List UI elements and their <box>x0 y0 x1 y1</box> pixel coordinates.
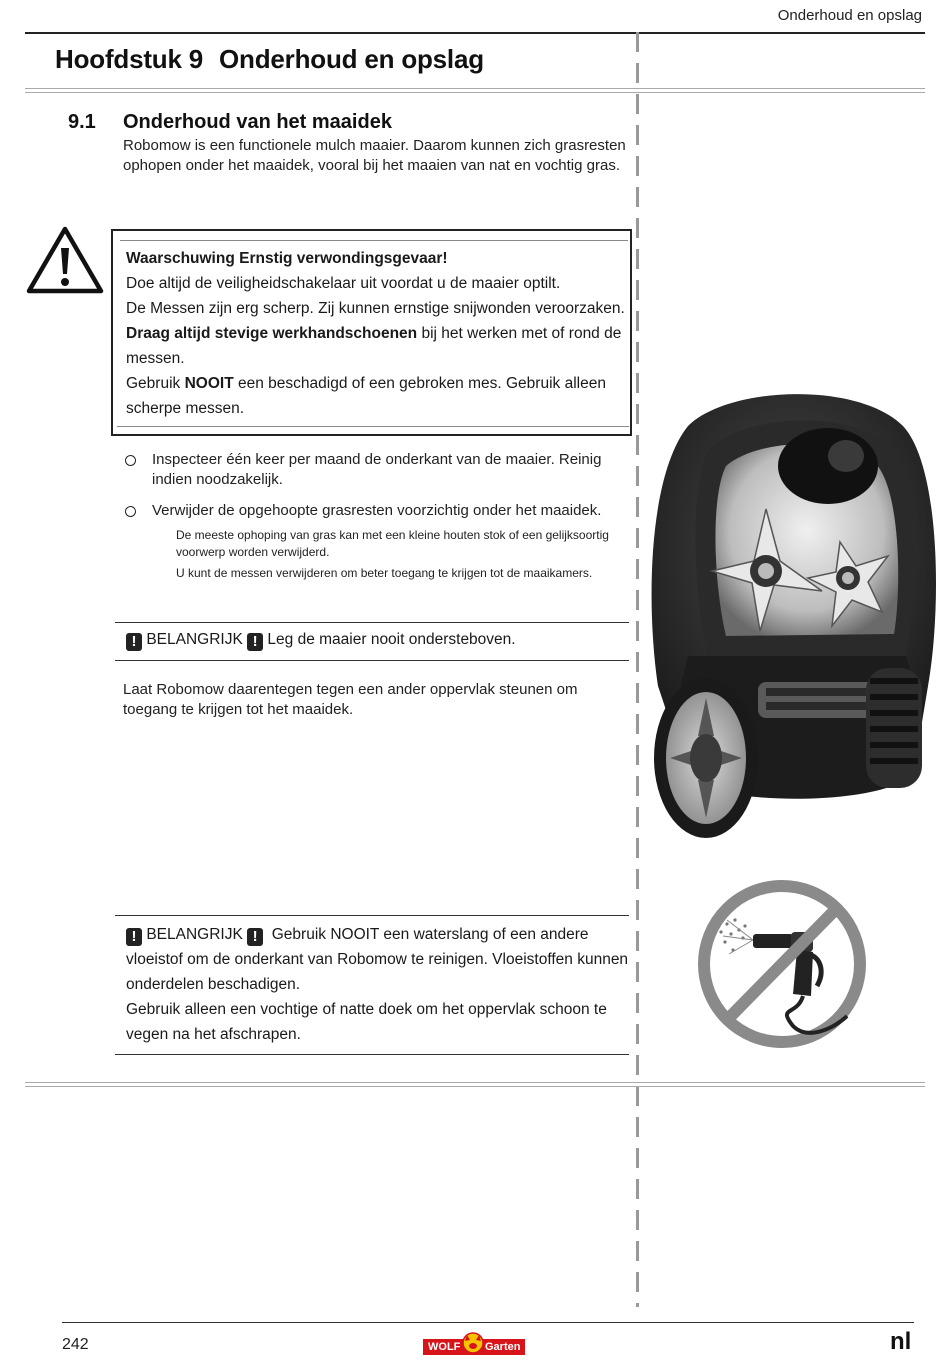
column-divider <box>636 32 639 1307</box>
intro-line: ophopen onder het maaidek, vooral bij het maaien van nat en vochtig gras. <box>123 157 620 174</box>
list-item <box>152 450 630 490</box>
warning-emphasis: NOOIT <box>184 375 234 392</box>
chapter-title <box>55 44 484 75</box>
exclamation-icon: ! <box>247 928 263 946</box>
warning-line: Doe altijd de veiligheidschakelaar uit voordat u de maaier optilt. <box>126 275 561 292</box>
mower-underside-illustration <box>648 386 944 844</box>
important-label: BELANGRIJK <box>146 631 243 648</box>
exclamation-icon: ! <box>126 928 142 946</box>
important-text: Gebruik NOOIT een waterslang of een andere <box>271 926 589 943</box>
warning-title: Waarschuwing Ernstig verwondingsgevaar! <box>126 250 448 267</box>
note-line: voorwerp worden verwijderd. <box>176 545 330 559</box>
note-text <box>176 527 631 582</box>
page-number: 242 <box>62 1336 89 1353</box>
section-intro <box>123 136 633 176</box>
note-line: De meeste ophoping van gras kan met een kleine houten stok of een gelijksoortig <box>176 528 609 542</box>
list-item-line: indien noodzakelijk. <box>152 471 283 488</box>
important-label: BELANGRIJK <box>146 926 243 943</box>
lean-instruction <box>123 680 628 720</box>
warning-line: messen. <box>126 350 185 367</box>
lean-line: Laat Robomow daarentegen tegen een ander oppervlak steunen om <box>123 681 578 698</box>
list-item-line: Verwijder de opgehoopte grasresten voorzichtig onder het maaidek. <box>152 502 602 519</box>
running-header: Onderhoud en opslag <box>777 7 922 24</box>
important-line: vegen na het afschrapen. <box>126 1026 301 1043</box>
wolf-garten-logo <box>423 1330 525 1356</box>
important-line: Gebruik alleen een vochtige of natte doek om het oppervlak schoon te <box>126 1001 607 1018</box>
warning-line <box>126 321 626 346</box>
list-item <box>152 501 630 521</box>
footer-rule <box>62 1322 914 1323</box>
wolf-head-icon <box>462 1330 484 1356</box>
important-rule <box>115 660 629 661</box>
warning-line <box>126 371 626 396</box>
chapter-divider <box>25 88 925 93</box>
important-line <box>126 922 630 947</box>
note-line: U kunt de messen verwijderen om beter toegang te krijgen tot de maaikamers. <box>176 566 593 580</box>
language-code: nl <box>890 1328 912 1355</box>
bullet-circle-icon <box>125 455 136 466</box>
intro-line: Robomow is een functionele mulch maaier. Daarom kunnen zich grasresten <box>123 137 626 154</box>
warning-line-rest: een beschadigd of een gebroken mes. Gebruik alleen <box>233 375 606 392</box>
warning-line-rest: bij het werken met of rond de <box>417 325 622 342</box>
warning-emphasis: Draag altijd stevige werkhandschoenen <box>126 325 418 342</box>
important-notice <box>126 627 630 652</box>
warning-inner-rule <box>120 240 628 241</box>
bullet-circle-icon <box>125 506 136 517</box>
important-text: Leg de maaier nooit ondersteboven. <box>267 631 516 648</box>
logo-wolf: WOLF <box>428 1341 461 1353</box>
exclamation-icon: ! <box>247 633 263 651</box>
logo-garten: Garten <box>485 1341 521 1353</box>
chapter-number: Hoofdstuk 9 <box>55 44 204 74</box>
section-title: Onderhoud van het maaidek <box>123 111 392 133</box>
section-number: 9.1 <box>68 111 96 133</box>
important-rule <box>115 622 629 623</box>
warning-inner-rule <box>117 426 629 427</box>
important-rule <box>115 915 629 916</box>
important-line: vloeistof om de onderkant van Robomow te reinigen. Vloeistoffen kunnen <box>126 951 629 968</box>
important-line: onderdelen beschadigen. <box>126 976 301 993</box>
warning-line-pre: Gebruik <box>126 375 185 392</box>
lean-line: toegang te krijgen tot het maaidek. <box>123 701 354 718</box>
exclamation-icon: ! <box>126 633 142 651</box>
warning-line: De Messen zijn erg scherp. Zij kunnen ernstige snijwonden veroorzaken. <box>126 300 625 317</box>
chapter-name: Onderhoud en opslag <box>219 44 484 74</box>
no-water-hose-icon <box>697 876 867 1051</box>
section-end-divider <box>25 1082 925 1087</box>
important-notice-2 <box>126 922 630 1047</box>
important-rule <box>115 1054 629 1055</box>
warning-line: scherpe messen. <box>126 400 245 417</box>
list-item-line: Inspecteer één keer per maand de onderkant van de maaier. Reinig <box>152 451 602 468</box>
warning-triangle-icon <box>26 226 104 294</box>
top-rule <box>25 32 925 34</box>
warning-text <box>126 246 626 421</box>
